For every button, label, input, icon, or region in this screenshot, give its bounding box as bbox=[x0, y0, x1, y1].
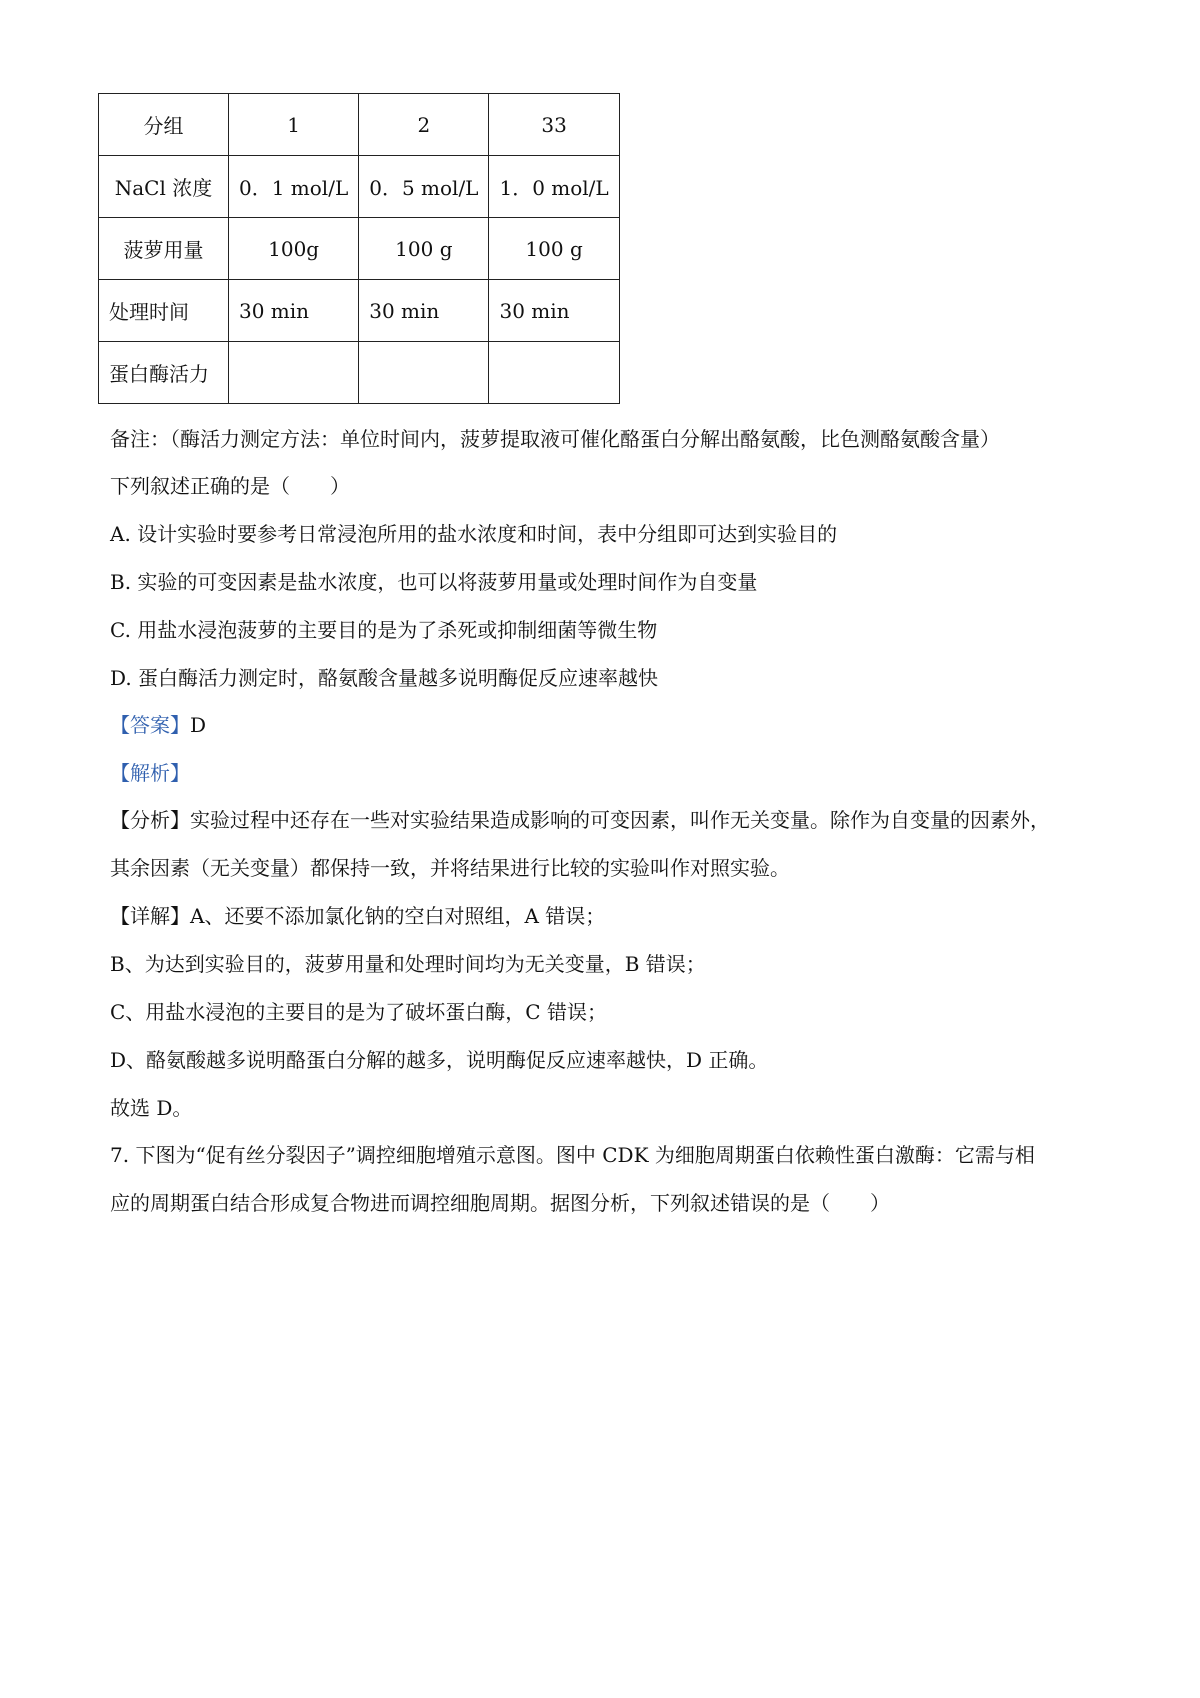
table-cell: 30 min bbox=[489, 280, 619, 342]
analysis-heading bbox=[110, 759, 190, 787]
table-cell: 100 g bbox=[489, 218, 619, 280]
option-c: C. 用盐水浸泡菠萝的主要目的是为了杀死或抑制细菌等微生物 bbox=[110, 618, 658, 642]
analysis-tag: 【解析】 bbox=[110, 761, 190, 785]
table-cell: 1 bbox=[229, 94, 359, 156]
table-row bbox=[99, 156, 620, 218]
fenxi-text-1: 实验过程中还存在一些对实验结果造成影响的可变因素，叫作无关变量。除作为自变量的因素外， bbox=[190, 808, 1050, 832]
option-b: B. 实验的可变因素是盐水浓度，也可以将菠萝用量或处理时间作为自变量 bbox=[110, 570, 758, 594]
option-d: D. 蛋白酶活力测定时，酪氨酸含量越多说明酶促反应速率越快 bbox=[110, 666, 659, 690]
table-row bbox=[99, 280, 620, 342]
table-cell: 0．1 mol/L bbox=[229, 156, 359, 218]
answer-tag: 【答案】 bbox=[110, 713, 190, 737]
answer-text: D bbox=[190, 713, 207, 737]
fenxi-tag: 【分析】 bbox=[110, 808, 190, 832]
question-7-line-2: 应的周期蛋白结合形成复合物进而调控细胞周期。据图分析，下列叙述错误的是（ ） bbox=[110, 1191, 890, 1215]
table-cell bbox=[489, 342, 619, 404]
table-cell: 30 min bbox=[229, 280, 359, 342]
table-row bbox=[99, 342, 620, 404]
xiangjie-line-b: B、为达到实验目的，菠萝用量和处理时间均为无关变量，B 错误； bbox=[110, 952, 706, 976]
row-header: 菠萝用量 bbox=[99, 218, 229, 280]
row-header: NaCl 浓度 bbox=[99, 156, 229, 218]
question-7-line-1: 7. 下图为“促有丝分裂因子”调控细胞增殖示意图。图中 CDK 为细胞周期蛋白依赖性蛋白激酶：它需与相 bbox=[110, 1143, 1035, 1167]
row-header: 蛋白酶活力 bbox=[99, 342, 229, 404]
row-header: 处理时间 bbox=[99, 280, 229, 342]
table-cell: 100 g bbox=[359, 218, 489, 280]
fenxi-line-2: 其余因素（无关变量）都保持一致，并将结果进行比较的实验叫作对照实验。 bbox=[110, 856, 790, 880]
fenxi-line-1 bbox=[110, 806, 1050, 834]
experiment-table bbox=[98, 93, 620, 404]
table-cell bbox=[229, 342, 359, 404]
table-cell bbox=[359, 342, 489, 404]
table-cell: 33 bbox=[489, 94, 619, 156]
row-header: 分组 bbox=[99, 94, 229, 156]
xiangjie-line-d: D、酪氨酸越多说明酪蛋白分解的越多，说明酶促反应速率越快，D 正确。 bbox=[110, 1048, 769, 1072]
table-cell: 1．0 mol/L bbox=[489, 156, 619, 218]
table-cell: 2 bbox=[359, 94, 489, 156]
table-note: 备注：（酶活力测定方法：单位时间内，菠萝提取液可催化酪蛋白分解出酪氨酸，比色测酪氨酸含量） bbox=[110, 427, 1000, 451]
answer-line bbox=[110, 711, 206, 739]
table-row bbox=[99, 218, 620, 280]
xiangjie-line-c: C、用盐水浸泡的主要目的是为了破坏蛋白酶，C 错误； bbox=[110, 1000, 607, 1024]
option-a: A. 设计实验时要参考日常浸泡所用的盐水浓度和时间，表中分组即可达到实验目的 bbox=[110, 522, 838, 546]
table-row bbox=[99, 94, 620, 156]
conclusion-line: 故选 D。 bbox=[110, 1096, 193, 1120]
question-stem: 下列叙述正确的是（ ） bbox=[110, 474, 350, 498]
table-cell: 0．5 mol/L bbox=[359, 156, 489, 218]
xiangjie-a: A、还要不添加氯化钠的空白对照组，A 错误； bbox=[190, 904, 606, 928]
table-cell: 30 min bbox=[359, 280, 489, 342]
xiangjie-tag: 【详解】 bbox=[110, 904, 190, 928]
table-cell: 100g bbox=[229, 218, 359, 280]
xiangjie-line-a bbox=[110, 902, 605, 930]
